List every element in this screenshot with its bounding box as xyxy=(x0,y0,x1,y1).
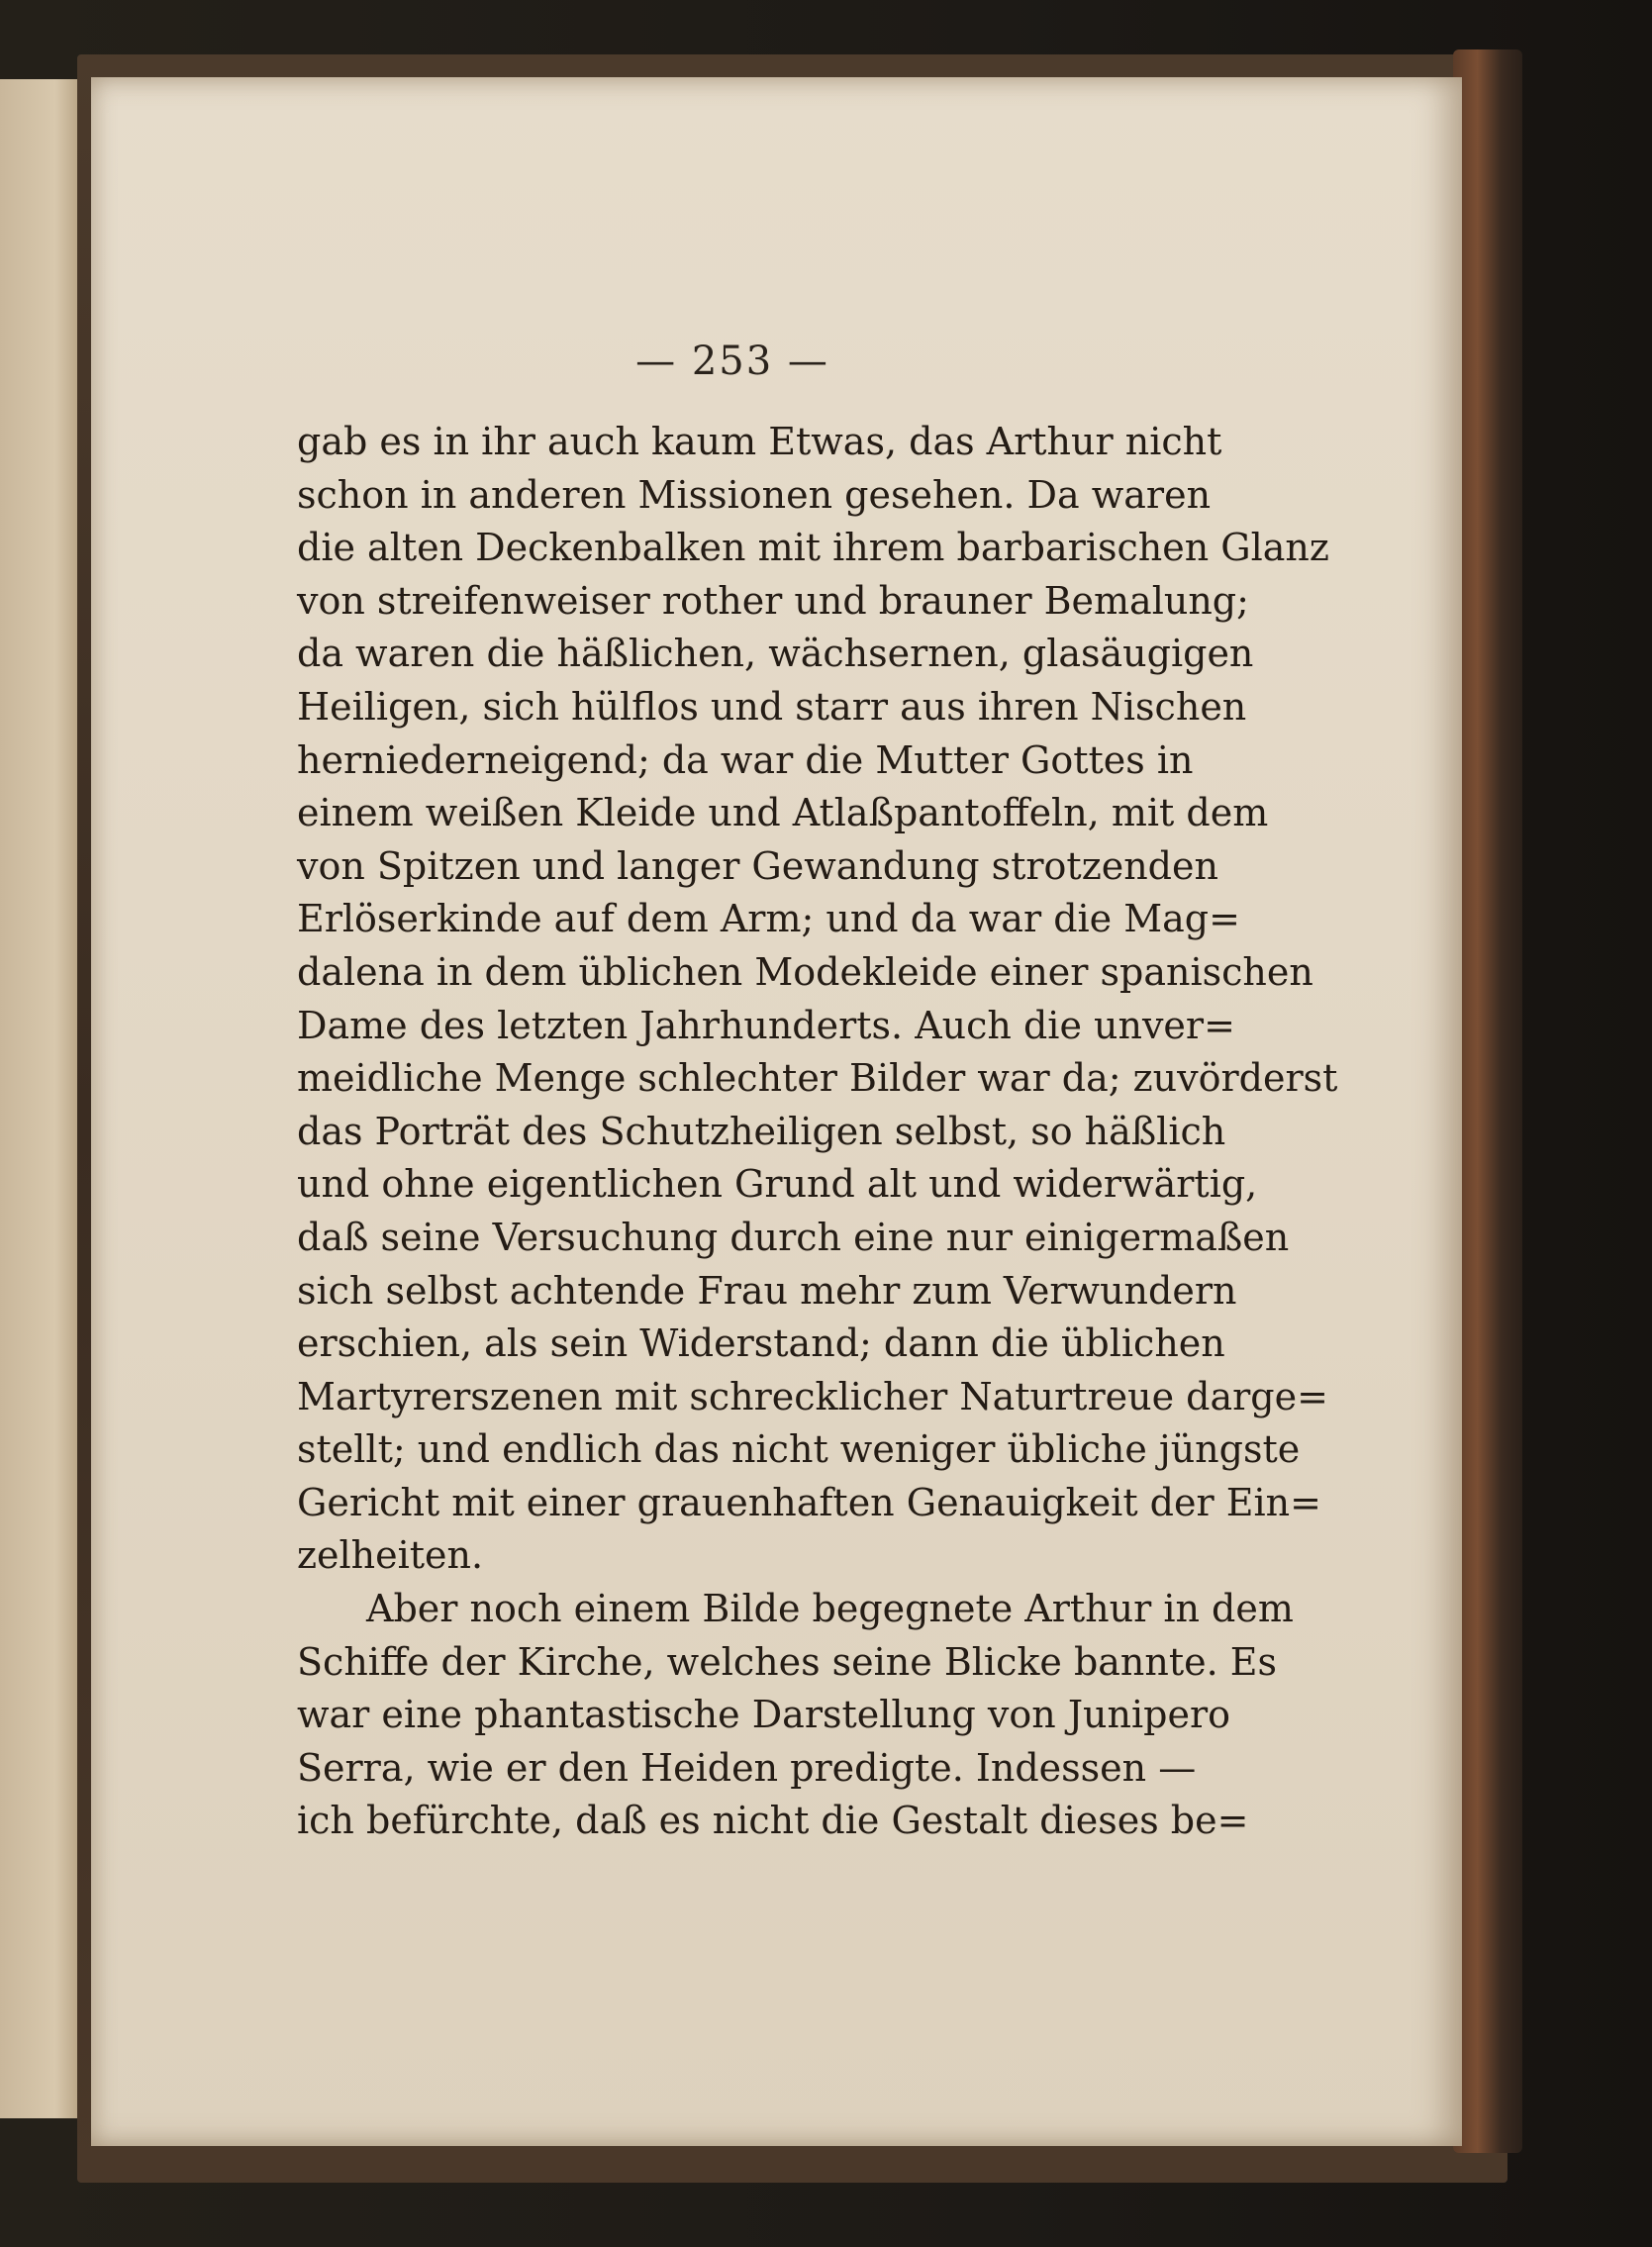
text-line: ich befürchte, daß es nicht die Gestalt dieses be= xyxy=(297,1799,1249,1843)
text-line: gab es in ihr auch kaum Etwas, das Arthur nicht xyxy=(297,420,1222,463)
text-line: Heiligen, sich hülflos und starr aus ihren Nischen xyxy=(297,684,1247,729)
text-line: Erlöserkinde auf dem Arm; und da war die Mag= xyxy=(297,897,1240,941)
text-line: von Spitzen und langer Gewandung strotzenden xyxy=(297,843,1218,888)
text-line: herniederneigend; da war die Mutter Gottes in xyxy=(297,737,1194,782)
text-line: daß seine Versuchung durch eine nur einigermaßen xyxy=(297,1215,1290,1259)
text-line: Martyrerszenen mit schrecklicher Naturtreue darge= xyxy=(297,1374,1328,1418)
text-line: von streifenweiser rother und brauner Bemalung; xyxy=(297,578,1249,623)
text-line: Aber noch einem Bilde begegnete Arthur in dem xyxy=(366,1587,1294,1631)
body-text xyxy=(297,416,1338,1848)
text-line: stellt; und endlich das nicht weniger übliche jüngste xyxy=(297,1427,1301,1472)
previous-page-edge xyxy=(0,79,82,2118)
text-line: die alten Deckenbalken mit ihrem barbarischen Glanz xyxy=(297,526,1329,570)
text-line: schon in anderen Missionen gesehen. Da waren xyxy=(297,472,1212,517)
text-line: einem weißen Kleide und Atlaßpantoffeln, mit dem xyxy=(297,791,1269,835)
text-line: Gericht mit einer grauenhaften Genauigkeit der Ein= xyxy=(297,1480,1321,1524)
text-line: zelheiten. xyxy=(297,1533,484,1578)
text-line: dalena in dem üblichen Modekleide einer spanischen xyxy=(297,949,1313,994)
text-line: erschien, als sein Widerstand; dann die üblichen xyxy=(297,1321,1225,1366)
text-line: da waren die häßlichen, wächsernen, glasäugigen xyxy=(297,632,1254,676)
text-line: und ohne eigentlichen Grund alt und widerwärtig, xyxy=(297,1162,1258,1207)
text-line: Schiffe der Kirche, welches seine Blicke bannte. Es xyxy=(297,1639,1278,1684)
page-number: — 253 — xyxy=(635,339,829,384)
text-line: Serra, wie er den Heiden predigte. Indessen — xyxy=(297,1745,1197,1790)
text-line: sich selbst achtende Frau mehr zum Verwundern xyxy=(297,1268,1237,1313)
text-line: meidliche Menge schlechter Bilder war da; zuvörderst xyxy=(297,1056,1338,1101)
text-line: war eine phantastische Darstellung von Junipero xyxy=(297,1693,1231,1737)
text-line: Dame des letzten Jahrhunderts. Auch die unver= xyxy=(297,1003,1235,1047)
text-line: das Porträt des Schutzheiligen selbst, so häßlich xyxy=(297,1109,1226,1153)
